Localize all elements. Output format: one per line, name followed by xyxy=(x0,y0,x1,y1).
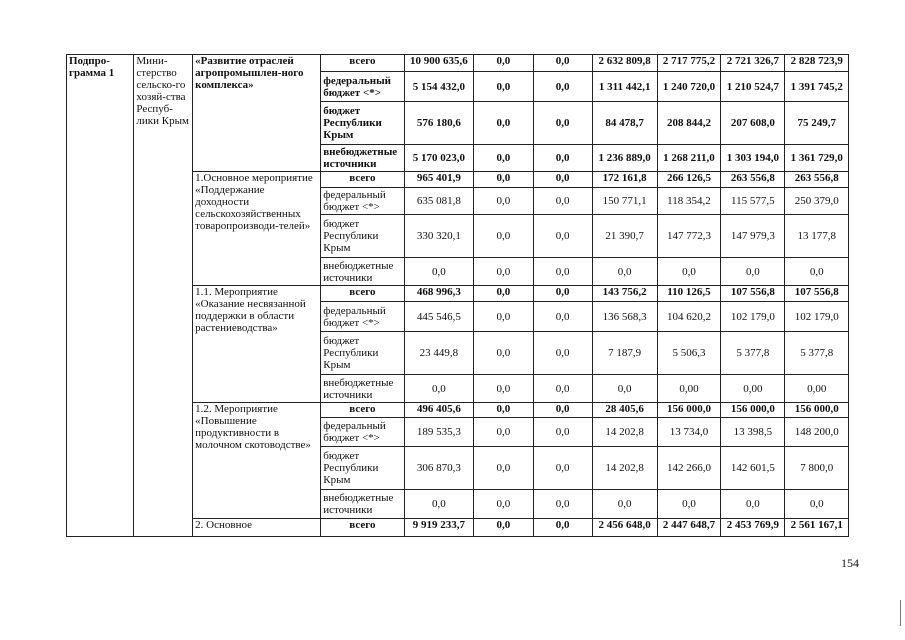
table-row xyxy=(67,55,905,72)
value-cell: 576 180,6 xyxy=(404,102,474,145)
funding-source-cell: всего xyxy=(321,172,404,188)
value-cell: 147 772,3 xyxy=(657,215,721,258)
value-cell: 0,0 xyxy=(785,258,849,286)
value-cell: 0,0 xyxy=(592,490,657,519)
value-cell: 0,0 xyxy=(533,102,592,145)
budget-table xyxy=(66,54,905,537)
value-cell: 10 900 635,6 xyxy=(404,55,474,72)
program-title-cell: «Развитие отраслей агропромышлен-ного комплекса» xyxy=(193,55,321,172)
value-cell: 110 126,5 xyxy=(657,286,721,302)
value-cell: 266 126,5 xyxy=(657,172,721,188)
value-cell: 143 756,2 xyxy=(592,286,657,302)
value-cell: 0,0 xyxy=(404,490,474,519)
value-cell: 0,0 xyxy=(404,375,474,403)
value-cell: 0,0 xyxy=(533,418,592,447)
value-cell: 0,0 xyxy=(721,490,785,519)
value-cell: 2 721 326,7 xyxy=(721,55,785,72)
value-cell: 0,0 xyxy=(533,375,592,403)
value-cell: 0,0 xyxy=(533,519,592,537)
value-cell: 0,0 xyxy=(474,215,533,258)
value-cell: 330 320,1 xyxy=(404,215,474,258)
value-cell: 156 000,0 xyxy=(785,403,849,418)
value-cell: 156 000,0 xyxy=(657,403,721,418)
table-row xyxy=(67,172,905,188)
value-cell: 0,0 xyxy=(533,55,592,72)
value-cell: 1 391 745,2 xyxy=(785,72,849,102)
funding-source-cell: всего xyxy=(321,519,404,537)
value-cell: 136 568,3 xyxy=(592,302,657,332)
value-cell: 635 081,8 xyxy=(404,188,474,215)
funding-source-cell: внебюджетные источники xyxy=(321,375,404,403)
value-cell: 0,0 xyxy=(533,403,592,418)
subprogram-cell: Подпро-грамма 1 xyxy=(67,55,134,537)
value-cell: 0,0 xyxy=(533,447,592,490)
value-cell: 0,0 xyxy=(533,302,592,332)
value-cell: 0,0 xyxy=(657,258,721,286)
value-cell: 1 236 889,0 xyxy=(592,145,657,172)
value-cell: 0,0 xyxy=(474,447,533,490)
value-cell: 102 179,0 xyxy=(721,302,785,332)
value-cell: 207 608,0 xyxy=(721,102,785,145)
value-cell: 115 577,5 xyxy=(721,188,785,215)
value-cell: 0,0 xyxy=(474,72,533,102)
value-cell: 150 771,1 xyxy=(592,188,657,215)
scan-edge-line xyxy=(900,600,901,626)
value-cell: 2 717 775,2 xyxy=(657,55,721,72)
value-cell: 102 179,0 xyxy=(785,302,849,332)
value-cell: 965 401,9 xyxy=(404,172,474,188)
value-cell: 0,0 xyxy=(785,490,849,519)
value-cell: 13 734,0 xyxy=(657,418,721,447)
program-title-cell: 1.2. Мероприятие «Повышение продуктивности в молочном скотоводстве» xyxy=(193,403,321,519)
value-cell: 5 170 023,0 xyxy=(404,145,474,172)
table-row xyxy=(67,403,905,418)
value-cell: 0,0 xyxy=(474,172,533,188)
value-cell: 0,0 xyxy=(721,258,785,286)
value-cell: 208 844,2 xyxy=(657,102,721,145)
value-cell: 2 561 167,1 xyxy=(785,519,849,537)
value-cell: 0,0 xyxy=(474,490,533,519)
funding-source-cell: федеральный бюджет <*> xyxy=(321,418,404,447)
value-cell: 156 000,0 xyxy=(721,403,785,418)
value-cell: 142 601,5 xyxy=(721,447,785,490)
program-title-cell: 1.Основное мероприятие «Поддержание доходности сельскохозяйственных товаропроизводи-телей» xyxy=(193,172,321,286)
value-cell: 1 268 211,0 xyxy=(657,145,721,172)
funding-source-cell: бюджет Республики Крым xyxy=(321,102,404,145)
value-cell: 147 979,3 xyxy=(721,215,785,258)
funding-source-cell: внебюджетные источники xyxy=(321,258,404,286)
value-cell: 0,0 xyxy=(592,375,657,403)
value-cell: 0,0 xyxy=(533,258,592,286)
value-cell: 0,0 xyxy=(533,72,592,102)
value-cell: 9 919 233,7 xyxy=(404,519,474,537)
value-cell: 5 377,8 xyxy=(721,332,785,375)
value-cell: 1 303 194,0 xyxy=(721,145,785,172)
value-cell: 2 632 809,8 xyxy=(592,55,657,72)
program-title-cell: 2. Основное xyxy=(193,519,321,537)
value-cell: 2 828 723,9 xyxy=(785,55,849,72)
page-number: 154 xyxy=(841,556,859,570)
value-cell: 0,0 xyxy=(474,332,533,375)
value-cell: 0,0 xyxy=(474,403,533,418)
value-cell: 14 202,8 xyxy=(592,447,657,490)
value-cell: 2 447 648,7 xyxy=(657,519,721,537)
value-cell: 0,0 xyxy=(533,145,592,172)
value-cell: 0,0 xyxy=(474,102,533,145)
value-cell: 0,0 xyxy=(474,188,533,215)
funding-source-cell: федеральный бюджет <*> xyxy=(321,72,404,102)
value-cell: 0,00 xyxy=(721,375,785,403)
value-cell: 2 453 769,9 xyxy=(721,519,785,537)
value-cell: 5 506,3 xyxy=(657,332,721,375)
table-row xyxy=(67,286,905,302)
value-cell: 104 620,2 xyxy=(657,302,721,332)
value-cell: 250 379,0 xyxy=(785,188,849,215)
value-cell: 0,0 xyxy=(474,519,533,537)
value-cell: 5 154 432,0 xyxy=(404,72,474,102)
value-cell: 306 870,3 xyxy=(404,447,474,490)
value-cell: 0,00 xyxy=(785,375,849,403)
funding-source-cell: внебюджетные источники xyxy=(321,145,404,172)
value-cell: 0,0 xyxy=(533,188,592,215)
value-cell: 21 390,7 xyxy=(592,215,657,258)
value-cell: 84 478,7 xyxy=(592,102,657,145)
value-cell: 1 210 524,7 xyxy=(721,72,785,102)
value-cell: 0,0 xyxy=(474,375,533,403)
value-cell: 0,0 xyxy=(533,215,592,258)
value-cell: 107 556,8 xyxy=(785,286,849,302)
value-cell: 0,0 xyxy=(533,286,592,302)
value-cell: 0,0 xyxy=(533,332,592,375)
value-cell: 0,0 xyxy=(657,490,721,519)
value-cell: 13 177,8 xyxy=(785,215,849,258)
value-cell: 0,0 xyxy=(474,418,533,447)
funding-source-cell: бюджет Республики Крым xyxy=(321,332,404,375)
value-cell: 0,00 xyxy=(657,375,721,403)
value-cell: 1 311 442,1 xyxy=(592,72,657,102)
funding-source-cell: всего xyxy=(321,286,404,302)
program-title-cell: 1.1. Мероприятие «Оказание несвязанной поддержки в области растениеводства» xyxy=(193,286,321,403)
funding-source-cell: федеральный бюджет <*> xyxy=(321,188,404,215)
funding-source-cell: всего xyxy=(321,403,404,418)
value-cell: 0,0 xyxy=(404,258,474,286)
funding-source-cell: всего xyxy=(321,55,404,72)
value-cell: 0,0 xyxy=(533,490,592,519)
value-cell: 107 556,8 xyxy=(721,286,785,302)
funding-source-cell: внебюджетные источники xyxy=(321,490,404,519)
ministry-cell: Мини-стерство сельско-го хозяй-ства Респуб-лики Крым xyxy=(134,55,193,537)
funding-source-cell: федеральный бюджет <*> xyxy=(321,302,404,332)
value-cell: 75 249,7 xyxy=(785,102,849,145)
value-cell: 14 202,8 xyxy=(592,418,657,447)
value-cell: 0,0 xyxy=(474,286,533,302)
value-cell: 0,0 xyxy=(474,145,533,172)
value-cell: 189 535,3 xyxy=(404,418,474,447)
value-cell: 7 800,0 xyxy=(785,447,849,490)
value-cell: 0,0 xyxy=(533,172,592,188)
value-cell: 13 398,5 xyxy=(721,418,785,447)
value-cell: 172 161,8 xyxy=(592,172,657,188)
value-cell: 148 200,0 xyxy=(785,418,849,447)
value-cell: 468 996,3 xyxy=(404,286,474,302)
value-cell: 263 556,8 xyxy=(721,172,785,188)
funding-source-cell: бюджет Республики Крым xyxy=(321,215,404,258)
value-cell: 23 449,8 xyxy=(404,332,474,375)
table-row xyxy=(67,519,905,537)
value-cell: 118 354,2 xyxy=(657,188,721,215)
value-cell: 496 405,6 xyxy=(404,403,474,418)
value-cell: 1 361 729,0 xyxy=(785,145,849,172)
value-cell: 28 405,6 xyxy=(592,403,657,418)
value-cell: 445 546,5 xyxy=(404,302,474,332)
value-cell: 7 187,9 xyxy=(592,332,657,375)
value-cell: 1 240 720,0 xyxy=(657,72,721,102)
value-cell: 0,0 xyxy=(474,258,533,286)
value-cell: 263 556,8 xyxy=(785,172,849,188)
value-cell: 0,0 xyxy=(592,258,657,286)
value-cell: 2 456 648,0 xyxy=(592,519,657,537)
value-cell: 0,0 xyxy=(474,302,533,332)
funding-source-cell: бюджет Республики Крым xyxy=(321,447,404,490)
value-cell: 0,0 xyxy=(474,55,533,72)
value-cell: 142 266,0 xyxy=(657,447,721,490)
value-cell: 5 377,8 xyxy=(785,332,849,375)
